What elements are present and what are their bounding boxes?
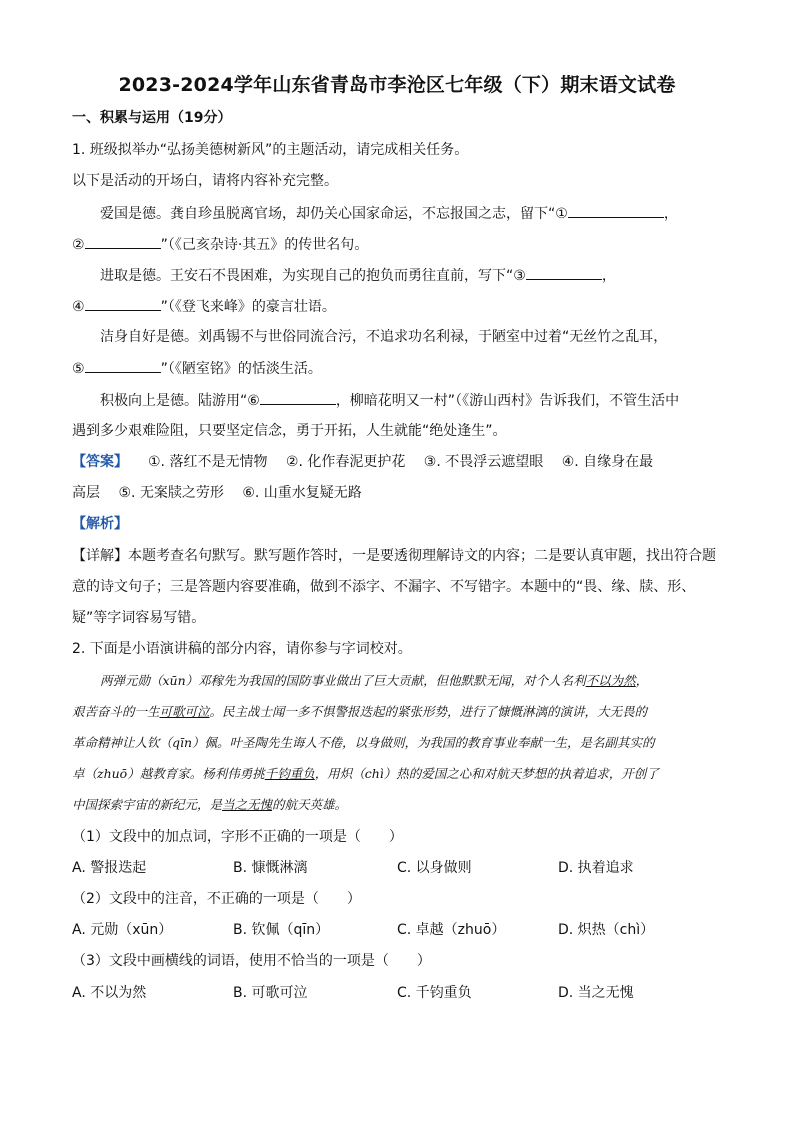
sub-question-2: （2）文段中的注音，不正确的一项是（ ） [72, 891, 361, 907]
speech-text: 艰苦奋斗的一生 [72, 704, 160, 719]
exam-title: 2023-2024学年山东省青岛市李沧区七年级（下）期末语文试卷 [118, 74, 676, 96]
answer-label: 【答案】 [72, 454, 128, 470]
q1-intro: 以下是活动的开场白，请将内容补充完整。 [72, 173, 338, 189]
q1-para3-line2 [72, 358, 322, 379]
option-3d[interactable]: D. 当之无愧 [558, 985, 634, 1001]
speech-text: 两弹元勋（xūn）邓稼先为我国的国防事业做出了巨大贡献，但他默默无闻，对个人名利 [100, 673, 586, 688]
option-3a[interactable]: A. 不以为然 [72, 985, 147, 1001]
underlined-phrase: 当之无愧 [222, 797, 273, 812]
speech-line3: 革命精神让人钦（qīn）佩。叶圣陶先生诲人不倦，以身做则，为我国的教育事业奉献一生，是名副其实的 [72, 735, 655, 750]
sub-question-3: （3）文段中画横线的词语，使用不恰当的一项是（ ） [72, 953, 431, 969]
speech-text: ，用炽（chì）热的爱国之心和对航天梦想的执着追求，开创了 [314, 766, 659, 781]
speech-text: 卓（zhuō）越教育家。杨利伟勇挑 [72, 766, 265, 781]
speech-line4 [72, 765, 659, 783]
q1-stem: 1. 班级拟举办“弘扬美德树新风”的主题活动，请完成相关任务。 [72, 142, 469, 158]
speech-text: 。民主战士闻一多不惧警报迭起的紧张形势，进行了慷慨淋漓的演讲，大无畏的 [209, 704, 648, 719]
q1-para3-text2: ”（《陋室铭》的恬淡生活。 [160, 361, 322, 377]
underlined-phrase: 不以为然 [585, 673, 636, 688]
q1-para1-line2 [72, 234, 368, 255]
answer-line2: 高层 ⑤. 无案牍之劳形 ⑥. 山重水复疑无路 [72, 485, 362, 501]
q1-para2-text: 进取是德。王安石不畏困难，为实现自己的抱负而勇往直前，写下“③ [100, 268, 526, 284]
speech-line2 [72, 703, 647, 721]
q1-para2-num: ④ [72, 299, 85, 315]
blank-3[interactable] [526, 265, 602, 280]
q1-para4-line2: 遇到多少艰难险阻，只要坚定信念，勇于开拓，人生就能“绝处逢生”。 [72, 423, 507, 439]
option-1c[interactable]: C. 以身做则 [397, 860, 472, 876]
q1-para1-num: ② [72, 237, 85, 253]
q1-para3-line1: 洁身自好是德。刘禹锡不与世俗同流合污，不追求功名利禄，于陋室中过着“无丝竹之乱耳， [100, 329, 668, 345]
answer-line1 [72, 452, 653, 472]
detail-line2: 意的诗文句子；三是答题内容要准确，做到不添字、不漏字、不写错字。本题中的“畏、缘、牍、形、 [72, 579, 696, 595]
speech-text: ， [635, 673, 649, 688]
q1-para4-text: ，柳暗花明又一村”（《游山西村》告诉我们，不管生活中 [335, 393, 680, 409]
sub-question-1: （1）文段中的加点词，字形不正确的一项是（ ） [72, 829, 403, 845]
blank-4[interactable] [85, 296, 161, 311]
q2-stem: 2. 下面是小语演讲稿的部分内容，请你参与字词校对。 [72, 641, 412, 657]
option-2b[interactable]: B. 钦佩（qīn） [233, 922, 330, 938]
option-2c[interactable]: C. 卓越（zhuō） [397, 922, 506, 938]
detail-line3: 疑”等字词容易写错。 [72, 610, 206, 626]
analysis-label: 【解析】 [72, 516, 128, 532]
speech-text: 的航天英雄。 [272, 797, 348, 812]
q1-para2-text2: ”（《登飞来峰》的豪言壮语。 [160, 299, 336, 315]
answer-text1: ①. 落红不是无情物 ②. 化作春泥更护花 ③. 不畏浮云遮望眼 ④. 自缘身在最 [148, 454, 654, 470]
underlined-phrase: 千钧重负 [264, 766, 315, 781]
underlined-phrase: 可歌可泣 [159, 704, 210, 719]
q1-para4-line1 [100, 390, 679, 411]
option-3c[interactable]: C. 千钧重负 [397, 985, 472, 1001]
option-3b[interactable]: B. 可歌可泣 [233, 985, 308, 1001]
blank-5[interactable] [85, 358, 161, 373]
blank-2[interactable] [85, 234, 161, 249]
speech-line1 [100, 672, 648, 690]
option-1a[interactable]: A. 警报迭起 [72, 860, 147, 876]
section-heading: 一、积累与运用（19分） [72, 110, 232, 126]
option-1d[interactable]: D. 执着追求 [558, 860, 634, 876]
blank-6[interactable] [260, 390, 336, 405]
option-1b[interactable]: B. 慷慨淋漓 [233, 860, 308, 876]
speech-text: 中国探索宇宙的新纪元，是 [72, 797, 223, 812]
option-2a[interactable]: A. 元勋（xūn） [72, 922, 173, 938]
option-2d[interactable]: D. 炽热（chì） [558, 922, 655, 938]
q1-para1-end: ， [663, 206, 678, 222]
speech-line5 [72, 796, 347, 814]
blank-1[interactable] [568, 203, 664, 218]
q1-para1-text: 爱国是德。龚自珍虽脱离官场，却仍关心国家命运，不忘报国之志，留下“① [100, 206, 568, 222]
q1-para2-line1 [100, 265, 616, 286]
q1-para3-num: ⑤ [72, 361, 85, 377]
q1-para2-end: ， [601, 268, 616, 284]
q1-para2-line2 [72, 296, 336, 317]
q1-para4-start: 积极向上是德。陆游用“⑥ [100, 393, 260, 409]
q1-para1-text2: ”（《己亥杂诗·其五》的传世名句。 [160, 237, 369, 253]
detail-line1: 【详解】本题考查名句默写。默写题作答时，一是要透彻理解诗文的内容；二是要认真审题，找出符合题 [72, 548, 716, 564]
q1-para1-line1 [100, 203, 678, 224]
